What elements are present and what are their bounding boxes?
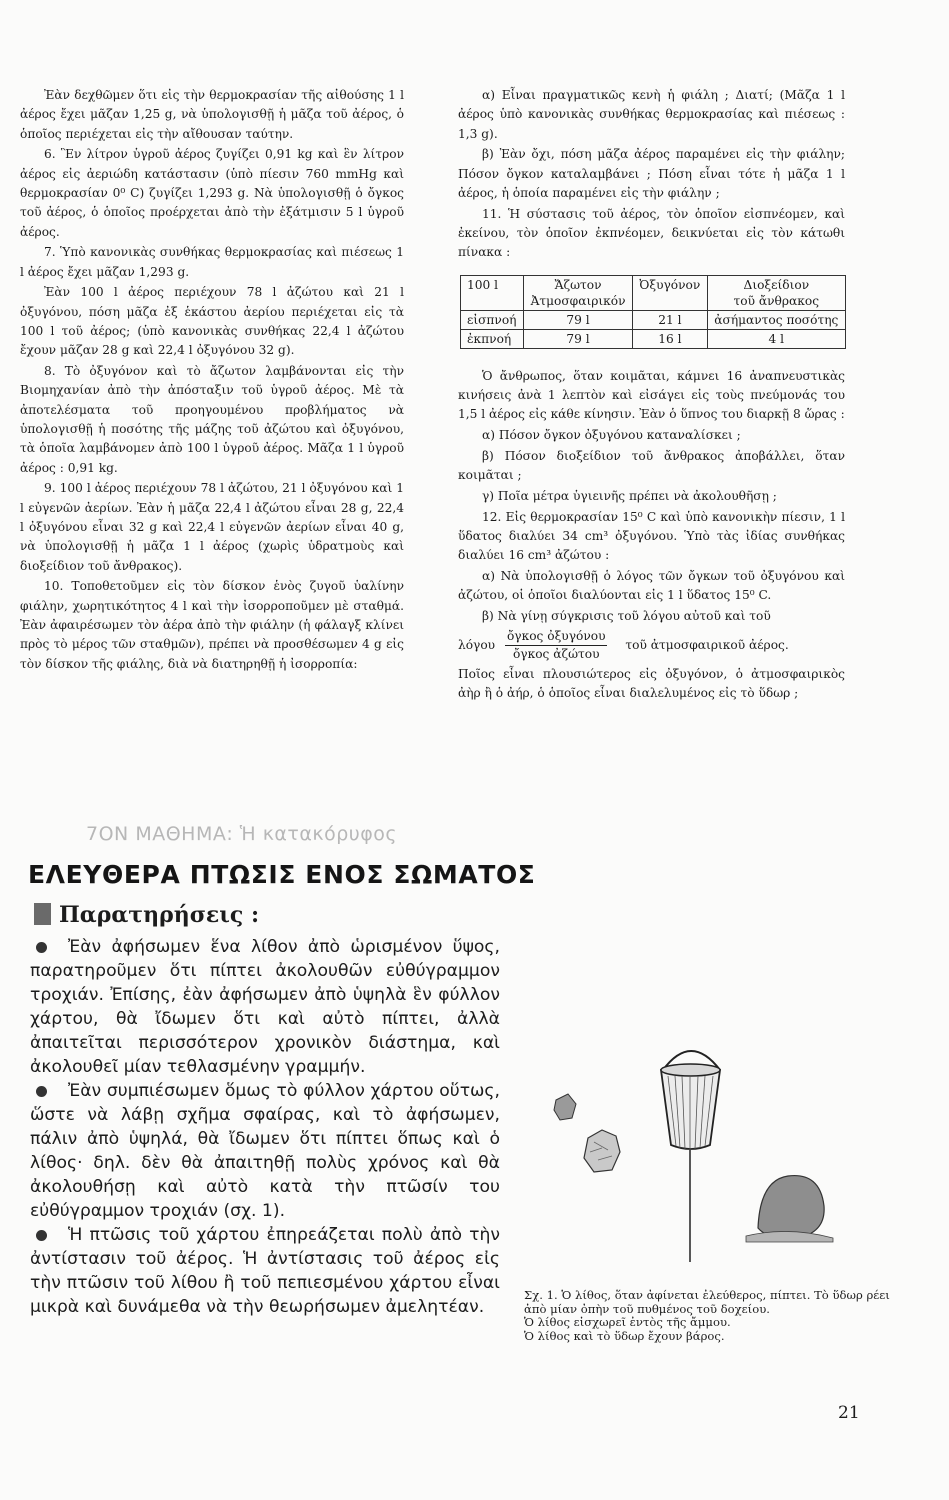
ratio-fraction bbox=[505, 628, 608, 663]
problem-6-text: 6. Ἓν λίτρον ὑγροῦ ἀέρος ζυγίζει 0,91 kg καὶ ἓν λίτρον ἀέρος εἰς ἀεριώδη κατάστασιν (ὑπὸ πίεσιν 760 mmHg καὶ θερμοκρασίαν 0⁰ C) ζυγίζει 1,293 g. Νὰ ὑπολογισθῇ ὁ ὄγκος τοῦ ἀέρος, ὁ ὁποῖος προέρχεται ἀπὸ τὴν ἐξάτμισιν 5 l ὑγροῦ ἀέρος. bbox=[20, 147, 404, 239]
table-cell: 79 l bbox=[524, 310, 633, 329]
table-row bbox=[461, 329, 846, 348]
section-number-box bbox=[34, 903, 51, 925]
ratio-numerator: ὄγκος ὀξυγόνου bbox=[505, 628, 608, 646]
bullet-icon bbox=[36, 1230, 47, 1241]
small-stone bbox=[554, 1094, 576, 1120]
question-c: γ) Ποῖα μέτρα ὑγιεινῆς πρέπει νὰ ἀκολουθῆσῃ ; bbox=[482, 488, 777, 503]
caption-line: Ὁ λίθος καὶ τὸ ὕδωρ ἔχουν βάρος. bbox=[524, 1328, 725, 1343]
problem-12b-text: β) Νὰ γίνῃ σύγκρισις τοῦ λόγου αὐτοῦ καὶ τοῦ bbox=[482, 609, 771, 624]
table-cell-label: ἐκπνοή bbox=[461, 329, 524, 348]
table-cell: 79 l bbox=[524, 329, 633, 348]
air-composition-table bbox=[460, 275, 846, 349]
bucket bbox=[661, 1070, 720, 1149]
paper-ball bbox=[584, 1130, 620, 1172]
problem-10a-text: α) Εἶναι πραγματικῶς κενὴ ἡ φιάλη ; Διατί; (Μᾶζα 1 l ἀέρος ὑπὸ κανονικὰς συνθήκας θερμοκρασίας καὶ πιέσεως : 1,3 g). bbox=[458, 88, 845, 141]
problem-11-text: 11. Ἡ σύστασις τοῦ ἀέρος, τὸν ὁποῖον εἰσπνέομεν, καὶ ἐκείνου, τὸν ὁποῖον ἐκπνέομεν, δεικνύεται εἰς τὸν κάτωθι πίνακα : bbox=[458, 206, 845, 260]
problem-12-text: 12. Εἰς θερμοκρασίαν 15⁰ C καὶ ὑπὸ κανονικὴν πίεσιν, 1 l ὕδατος διαλύει 34 cm³ ὀξυγόνου. Ὑπὸ τὰς ἰδίας συνθήκας διαλύει 16 cm³ ἀζώτου : bbox=[458, 509, 845, 563]
large-stone bbox=[758, 1176, 824, 1239]
section-title: ΕΛΕΥΘΕΡΑ ΠΤΩΣΙΣ ΕΝΟΣ ΣΩΜΑΤΟΣ bbox=[28, 860, 536, 889]
problem-7-text: 7. Ὑπὸ κανονικὰς συνθήκας θερμοκρασίας καὶ πιέσεως 1 l ἀέρος ἔχει μᾶζαν 1,293 g. bbox=[20, 245, 404, 279]
problem-8-text: 8. Τὸ ὀξυγόνον καὶ τὸ ἄζωτον λαμβάνονται εἰς τὴν Βιομηχανίαν ἀπὸ τὴν ἀπόσταξιν τοῦ ὑγροῦ ἀέρος. Μὲ τὰ ἀποτελέσματα τοῦ προηγουμένου προβλήματος νὰ ὑπολογισθῇ ἡ ποσότης τῆς μάζης τοῦ ἀζώτου καὶ ὀξυγόνου, τὰ ὁποῖα λαμβάνομεν ἀπὸ 100 l ὑγροῦ ἀέρος. Μᾶζα 1 l ὑγροῦ ἀέρος : 0,91 kg. bbox=[20, 364, 404, 475]
observation-paragraph: Ἐὰν ἀφήσωμεν ἕνα λίθον ἀπὸ ὡρισμένον ὕψος, παρατηροῦμεν ὅτι πίπτει ἀκολουθῶν εὐθύγραμμον τροχιάν. Ἐπίσης, ἐὰν ἀφήσωμεν ἀπὸ ὑψηλὰ ἓν φύλλον χάρτου, θὰ ἴδωμεν ὅτι καὶ αὐτὸ πίπτει, ἀλλὰ ἀπαιτεῖται περισσότερον χρονικὸν διάστημα, καὶ ἀκολουθεῖ μίαν τεθλασμένην γραμμήν. bbox=[30, 937, 500, 1077]
lesson-header: 7ΟΝ ΜΑΘΗΜΑ: Ἡ κατακόρυφος bbox=[86, 823, 398, 845]
problem-10-text: 10. Τοποθετοῦμεν εἰς τὸν δίσκον ἑνὸς ζυγοῦ ὑαλίνην φιάλην, χωρητικότητος 4 l καὶ τὴν ἰσορροποῦμεν μὲ σταθμά. Ἐὰν ἀφαιρέσωμεν τὸν ἀέρα ἀπὸ τὴν φιάλην (ἡ φάλαγξ κλίνει πρὸς τὸ μέρος τῶν σταθμῶν), πρέπει νὰ προσθέσωμεν 4 g εἰς τὸν δίσκον τῆς φιάλης, διὰ νὰ διατηρηθῇ ἡ ἰσορροπία: bbox=[20, 579, 404, 671]
problem-5-text: Ἐὰν δεχθῶμεν ὅτι εἰς τὴν θερμοκρασίαν τῆς αἰθούσης 1 l ἀέρος ἔχει μᾶζαν 1,25 g, νὰ ὑπολογισθῇ ἡ μᾶζα τοῦ ἀέρος, ὁ ὁποῖος περιέχεται εἰς τὴν αἴθουσαν ταύτην. bbox=[20, 88, 404, 141]
ratio-denominator: ὄγκος ἀζώτου bbox=[512, 647, 600, 662]
bullet-icon bbox=[36, 942, 47, 953]
table-cell-label: εἰσπνοή bbox=[461, 310, 524, 329]
observations-heading: Παρατηρήσεις : bbox=[34, 902, 259, 928]
figure-caption bbox=[524, 1289, 894, 1343]
table-header-oxygen: Ὀξυγόνον bbox=[633, 275, 708, 310]
question-a: α) Πόσον ὄγκον ὀξυγόνου καταναλίσκει ; bbox=[482, 428, 741, 443]
question-b: β) Πόσον διοξείδιον τοῦ ἄνθρακος ἀποβάλλει, ὅταν κοιμᾶται ; bbox=[458, 448, 845, 483]
caption-line: Σχ. 1. Ὁ λίθος, ὅταν ἀφίνεται ἐλεύθερος, πίπτει. Τὸ ὕδωρ ρέει ἀπὸ μίαν ὀπὴν τοῦ πυθμένος τοῦ δοχείου. bbox=[524, 1288, 890, 1316]
table-cell: 21 l bbox=[633, 310, 708, 329]
table-cell: 16 l bbox=[633, 329, 708, 348]
right-column bbox=[458, 86, 845, 705]
bucket-rim bbox=[661, 1064, 720, 1076]
problem-11-continued: Ὁ ἄνθρωπος, ὅταν κοιμᾶται, κάμνει 16 ἀναπνευστικὰς κινήσεις ἀνὰ 1 λεπτὸν καὶ εἰσάγει εἰς τοὺς πνεύμονάς του 1,5 l ἀέρος εἰς κάθε κίνησιν. Ἐὰν ὁ ὕπνος του διαρκῇ 8 ὥρας : bbox=[458, 368, 845, 422]
table-header-row bbox=[461, 275, 846, 310]
problem-12a-text: α) Νὰ ὑπολογισθῇ ὁ λόγος τῶν ὄγκων τοῦ ὀξυγόνου καὶ ἀζώτου, οἱ ὁποῖοι διαλύονται εἰς 1 l ὕδατος 15⁰ C. bbox=[458, 569, 845, 603]
observation-paragraph: Ἐὰν συμπιέσωμεν ὅμως τὸ φύλλον χάρτου οὕτως, ὥστε νὰ λάβῃ σχῆμα σφαίρας, καὶ τὸ ἀφήσωμεν, πάλιν ἀπὸ ὑψηλά, θὰ ἴδωμεν ὅτι πίπτει ὅπως καὶ ὁ λίθος· δηλ. δὲν θὰ ἀπαιτηθῇ πολὺς χρόνος καὶ θὰ ἀκολουθήσῃ καὶ αὐτὸ κατὰ τὴν πτῶσίν του εὐθύγραμμον τροχιάν (σχ. 1). bbox=[30, 1081, 500, 1221]
falling-objects-figure bbox=[528, 1030, 868, 1280]
page-number: 21 bbox=[838, 1403, 860, 1423]
sand-ground bbox=[746, 1231, 833, 1242]
table-header-nitrogen: Ἄζωτον Ἀτμοσφαιρικόν bbox=[524, 275, 633, 310]
table-row bbox=[461, 310, 846, 329]
table-header-co2: Διοξείδιον τοῦ ἄνθρακος bbox=[707, 275, 845, 310]
problem-12c-text: Ποῖος εἶναι πλουσιώτερος εἰς ὀξυγόνον, ὁ ἀτμοσφαιρικὸς ἀὴρ ἢ ὁ ἀήρ, ὁ ὁποῖος εἶναι διαλελυμένος εἰς τὸ ὕδωρ ; bbox=[458, 666, 845, 700]
problem-7-continued: Ἐὰν 100 l ἀέρος περιέχουν 78 l ἀζώτου καὶ 21 l ὀξυγόνου, πόση μᾶζα ἐξ ἑκάστου ἀερίου περιέχεται εἰς τὰ 100 l τοῦ ἀέρος; (ὑπὸ κανονικὰς συνθήκας 22,4 l ἀζώτου ἔχουν μᾶζαν 28 g καὶ 22,4 l ὀξυγόνου 32 g). bbox=[20, 285, 404, 358]
bullet-icon bbox=[36, 1086, 47, 1097]
table-cell: 4 l bbox=[707, 329, 845, 348]
table-header-volume: 100 l bbox=[461, 275, 524, 310]
observations-body bbox=[30, 935, 500, 1319]
observation-paragraph: Ἡ πτῶσις τοῦ χάρτου ἐπηρεάζεται πολὺ ἀπὸ τὴν ἀντίστασιν τοῦ ἀέρος. Ἡ ἀντίστασις τοῦ ἀέρος εἰς τὴν πτῶσιν τοῦ λίθου ἢ τοῦ πεπιεσμένου χάρτου εἶναι μικρὰ καὶ δυνάμεθα νὰ τὴν θεωρήσωμεν ἀμελητέαν. bbox=[30, 1225, 500, 1317]
ratio-line: λόγου $\frac{\text{ὄγκος ὀξυγόνου}}{\text{ὄγκος ἀζώτου}}$ τοῦ ἀτμοσφαιρικοῦ ἀέρος. bbox=[458, 629, 789, 662]
problem-9-text: 9. 100 l ἀέρος περιέχουν 78 l ἀζώτου, 21 l ὀξυγόνου καὶ 1 l εὐγενῶν ἀερίων. Ἐὰν ἡ μᾶζα 22,4 l ἀζώτου εἶναι 28 g, 22,4 l ὀξυγόνου εἶναι 32 g καὶ 22,4 l εὐγενῶν ἀερίων εἶναι 40 g, νὰ ὑπολογισθῇ ἡ μᾶζα 1 l ἀέρος (χωρὶς ὑδρατμοὺς καὶ διοξείδιον τοῦ ἄνθρακος). bbox=[20, 481, 404, 573]
caption-line: Ὁ λίθος εἰσχωρεῖ ἐντὸς τῆς ἄμμου. bbox=[524, 1315, 731, 1329]
left-column bbox=[20, 86, 404, 675]
problem-10b-text: β) Ἐὰν ὄχι, πόση μᾶζα ἀέρος παραμένει εἰς τὴν φιάλην; Πόσον ὄγκον καταλαμβάνει ; Πόση εἶναι τότε ἡ μᾶζα 1 l ἀέρος, ἡ ὁποία παραμένει εἰς τὴν φιάλην ; bbox=[458, 147, 845, 200]
table-cell: ἀσήμαντος ποσότης bbox=[707, 310, 845, 329]
